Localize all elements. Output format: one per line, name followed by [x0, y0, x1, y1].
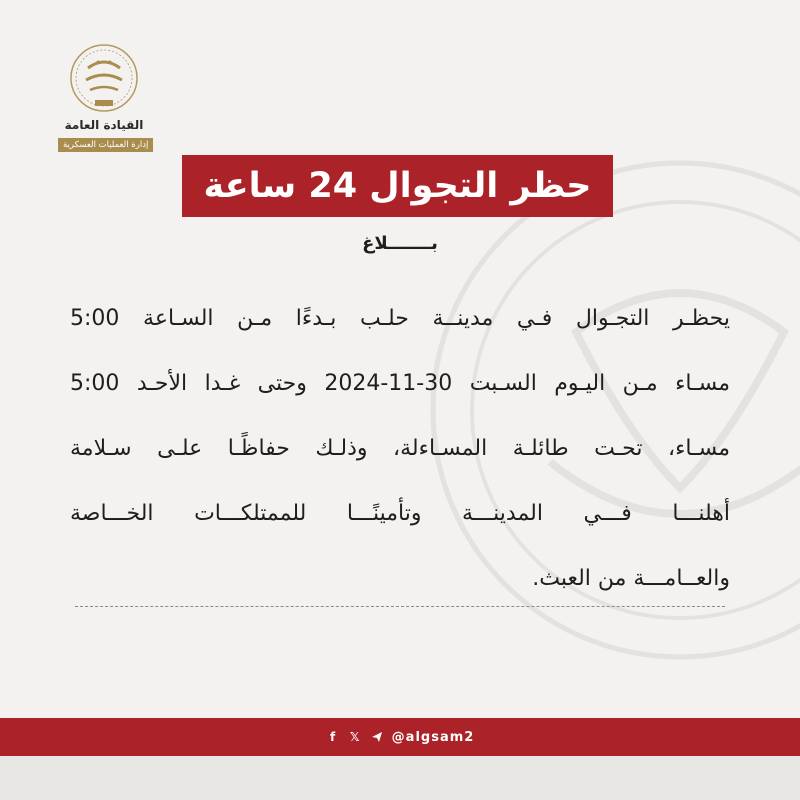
organization-name: القيادة العامة	[64, 118, 144, 132]
announcement-body	[70, 300, 730, 625]
notice-label: بـــــــلاغ	[362, 233, 438, 254]
telegram-icon[interactable]	[370, 730, 384, 744]
body-line: أهلنـــا فـــي المدينـــة وتأمينًـــا للممتلكـــات الخـــاصة	[70, 501, 730, 526]
body-line: مسـاء، تحـت طائلـة المسـاءلة، وذلـك حفاظًـا علـى سـلامة	[70, 436, 730, 461]
footer-social-bar	[0, 718, 800, 756]
facebook-icon[interactable]: f	[330, 730, 336, 744]
body-line: مسـاء مـن اليـوم السـبت 30-11-2024 وحتى غـدا الأحـد 5:00	[70, 371, 730, 396]
headline-banner: حظر التجوال 24 ساعة	[182, 155, 613, 217]
organization-logo	[58, 42, 150, 152]
footer-strip	[0, 756, 800, 800]
body-line: يحظـر التجـوال فـي مدينــة حلـب بـدءًا مـن السـاعة 5:00	[70, 306, 730, 331]
x-icon[interactable]: 𝕏	[349, 730, 360, 744]
social-handle[interactable]: @algsam2	[391, 729, 475, 745]
emblem-icon	[68, 42, 140, 114]
dashed-divider	[75, 606, 725, 607]
organization-subtitle: إدارة العمليات العسكرية	[58, 138, 153, 152]
body-line: والعــامـــة من العبث.	[532, 566, 730, 591]
